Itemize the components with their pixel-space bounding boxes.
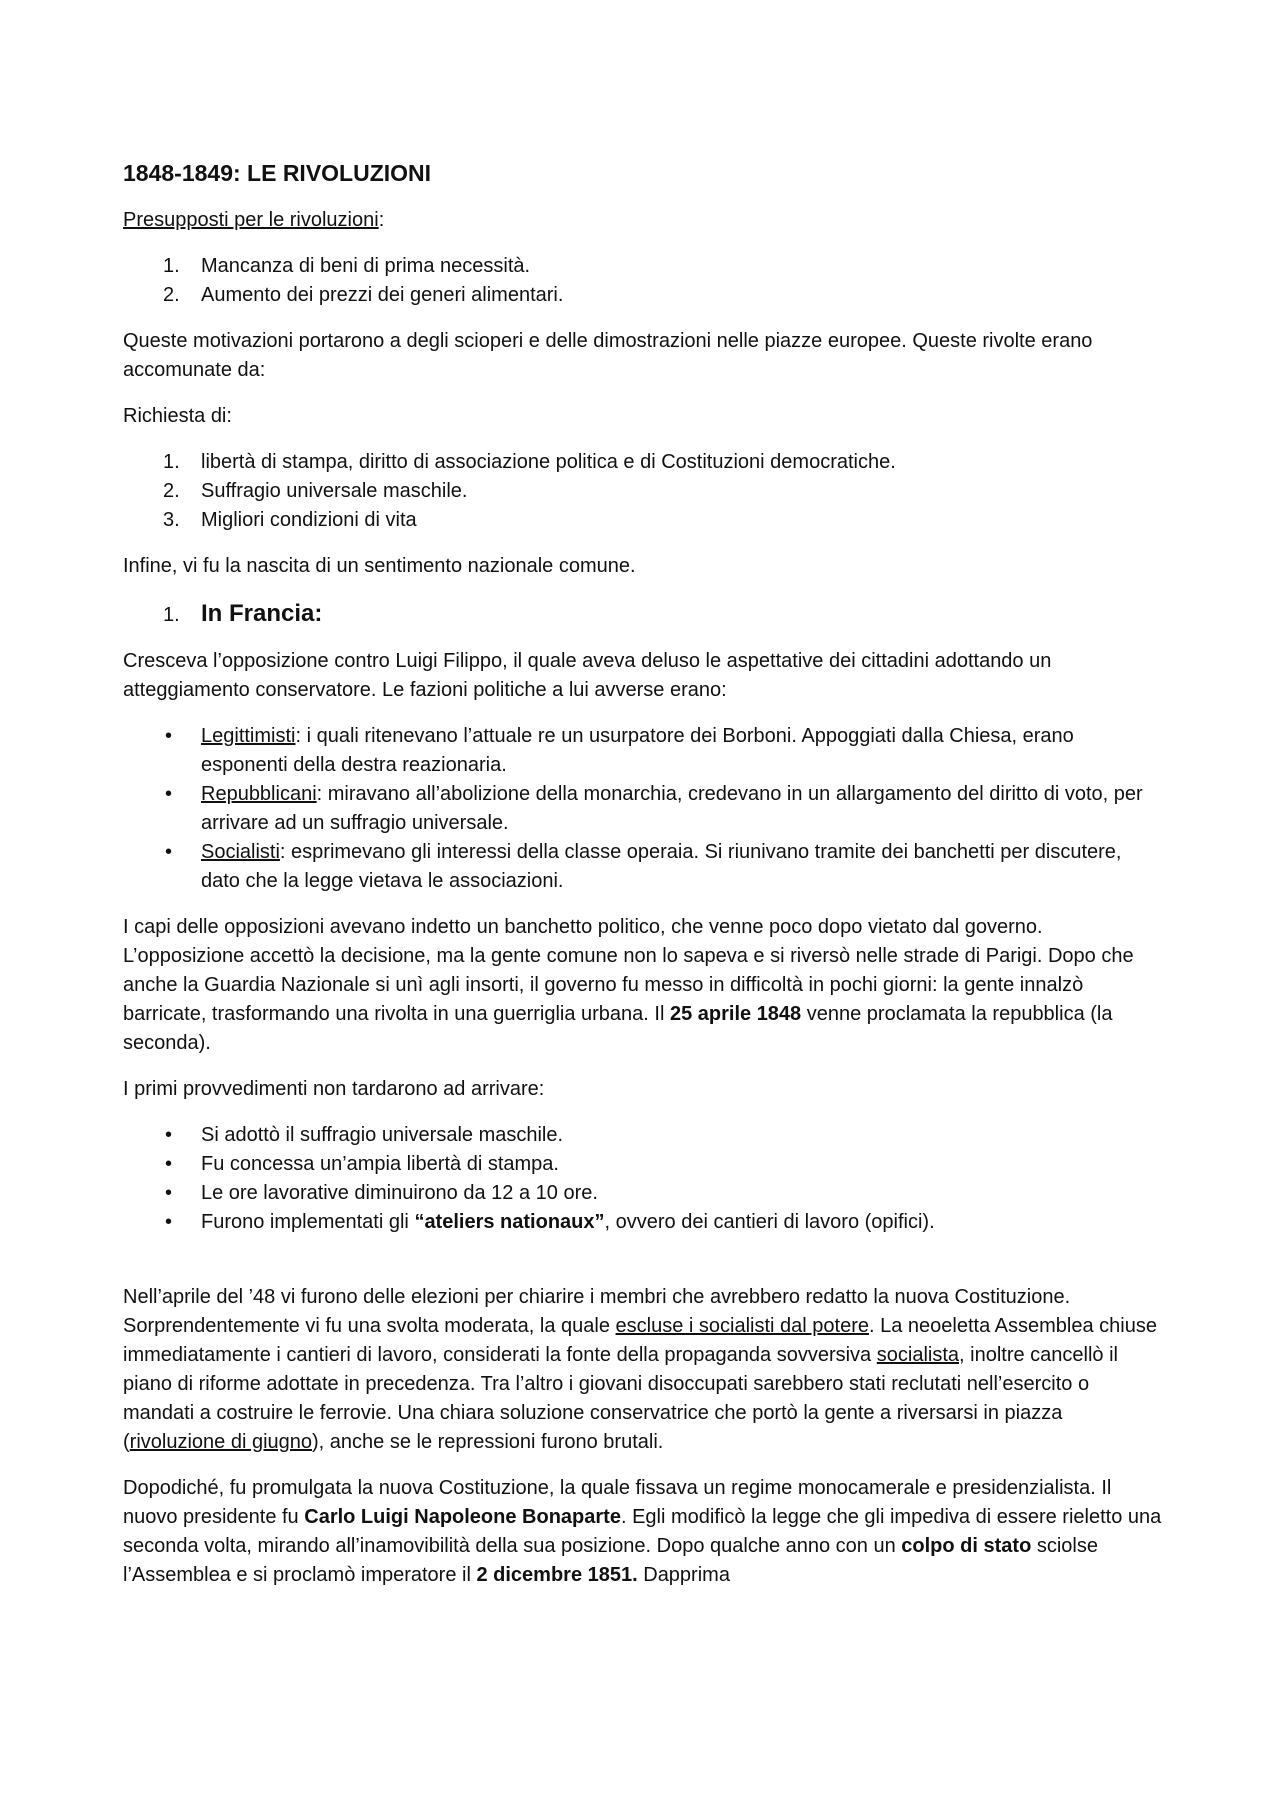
list-item: • Socialisti: esprimevano gli interessi della classe operaia. Si riunivano tramite dei banchetti per discutere, dato che la legge vietava le associazioni.: [123, 838, 1163, 896]
list-item: • Legittimisti: i quali ritenevano l’attuale re un usurpatore dei Borboni. Appoggiati dalla Chiesa, erano esponenti della destra reazionaria.: [123, 722, 1163, 780]
list-item: 2. Suffragio universale maschile.: [163, 480, 468, 502]
list-item: • Repubblicani: miravano all’abolizione della monarchia, credevano in un allargamento del diritto di voto, per arrivare ad un suffragio universale.: [123, 780, 1163, 838]
presupposti-heading: Presupposti per le rivoluzioni:: [123, 209, 385, 231]
paragraph-motivazioni: Queste motivazioni portarono a degli scioperi e delle dimostrazioni nelle piazze europee. Queste rivolte erano accomunate da:: [123, 330, 1093, 381]
bullet-icon: •: [165, 1153, 173, 1175]
page-title: 1848-1849: LE RIVOLUZIONI: [123, 160, 432, 186]
section-number: 1.: [163, 604, 180, 626]
paragraph-provvedimenti: I primi provvedimenti non tardarono ad arrivare:: [123, 1078, 545, 1100]
list-item: 2. Aumento dei prezzi dei generi alimentari.: [163, 284, 564, 306]
bullet-icon: •: [165, 1124, 173, 1146]
list-item: 1. Mancanza di beni di prima necessità.: [163, 255, 531, 277]
paragraph-aprile: Nell’aprile del ’48 vi furono delle elezioni per chiarire i membri che avrebbero redatto la nuova Costituzione. Sorprendentemente vi fu una svolta moderata, la quale escluse i socialisti dal potere. La neoeletta Assemblea chiuse immediatamente i cantieri di lavoro, considerati la fonte della propaganda sovversiva socialista, inoltre cancellò il piano di riforme adottate in precedenza. Tra l’altro i giovani disoccupati sarebbero stati reclutati nell’esercito o mandati a costruire le ferrovie. Una chiara soluzione conservatrice che portò la gente a riversarsi in piazza (rivoluzione di giugno), anche se le repressioni furono brutali.: [123, 1286, 1157, 1453]
list-item: • Le ore lavorative diminuirono da 12 a 10 ore.: [123, 1179, 1163, 1208]
list-item: • Si adottò il suffragio universale maschile.: [123, 1121, 1163, 1150]
list-item: 1. libertà di stampa, diritto di associazione politica e di Costituzioni democratiche.: [163, 451, 896, 473]
presupposti-label: Presupposti per le rivoluzioni: [123, 209, 379, 231]
paragraph-opposizione: Cresceva l’opposizione contro Luigi Filippo, il quale aveva deluso le aspettative dei cittadini adottando un atteggiamento conservatore. Le fazioni politiche a lui avverse erano:: [123, 650, 1052, 701]
blank-line: [123, 1254, 1163, 1283]
list-item: • Fu concessa un’ampia libertà di stampa.: [123, 1150, 1163, 1179]
bullet-icon: •: [165, 725, 173, 747]
provvedimenti-list: [123, 1121, 1163, 1237]
bullet-icon: •: [165, 783, 173, 805]
presupposti-list: [123, 252, 1163, 310]
bullet-icon: •: [165, 841, 173, 863]
paragraph-capi: I capi delle opposizioni avevano indetto un banchetto politico, che venne poco dopo vietato dal governo. L’opposizione accettò la decisione, ma la gente comune non lo sapeva e si riversò nelle strade di Parigi. Dopo che anche la Guardia Nazionale si unì agli insorti, il governo fu messo in difficoltà in pochi giorni: la gente innalzò barricate, trasformando una rivolta in una guerriglia urbana. Il 25 aprile 1848 venne proclamata la repubblica (la seconda).: [123, 916, 1134, 1054]
list-item: • Furono implementati gli “ateliers nationaux”, ovvero dei cantieri di lavoro (opifici).: [123, 1208, 1163, 1237]
paragraph-infine: Infine, vi fu la nascita di un sentimento nazionale comune.: [123, 555, 636, 577]
section-title: In Francia:: [201, 600, 323, 627]
bullet-icon: •: [165, 1211, 173, 1233]
fazioni-list: [123, 722, 1163, 896]
richiesta-label: Richiesta di:: [123, 405, 232, 427]
richiesta-list: [123, 448, 1163, 535]
paragraph-dopodiche: Dopodiché, fu promulgata la nuova Costituzione, la quale fissava un regime monocamerale e presidenzialista. Il nuovo presidente fu Carlo Luigi Napoleone Bonaparte. Egli modificò la legge che gli impediva di essere rieletto una seconda volta, mirando all’inamovibilità della sua posizione. Dopo qualche anno con un colpo di stato sciolse l’Assemblea e si proclamò imperatore il 2 dicembre 1851. Dapprima: [123, 1477, 1162, 1586]
bullet-icon: •: [165, 1182, 173, 1204]
list-item: 3. Migliori condizioni di vita: [163, 509, 417, 531]
section-heading-francia: [123, 598, 1163, 631]
document-page: [123, 158, 1163, 1607]
